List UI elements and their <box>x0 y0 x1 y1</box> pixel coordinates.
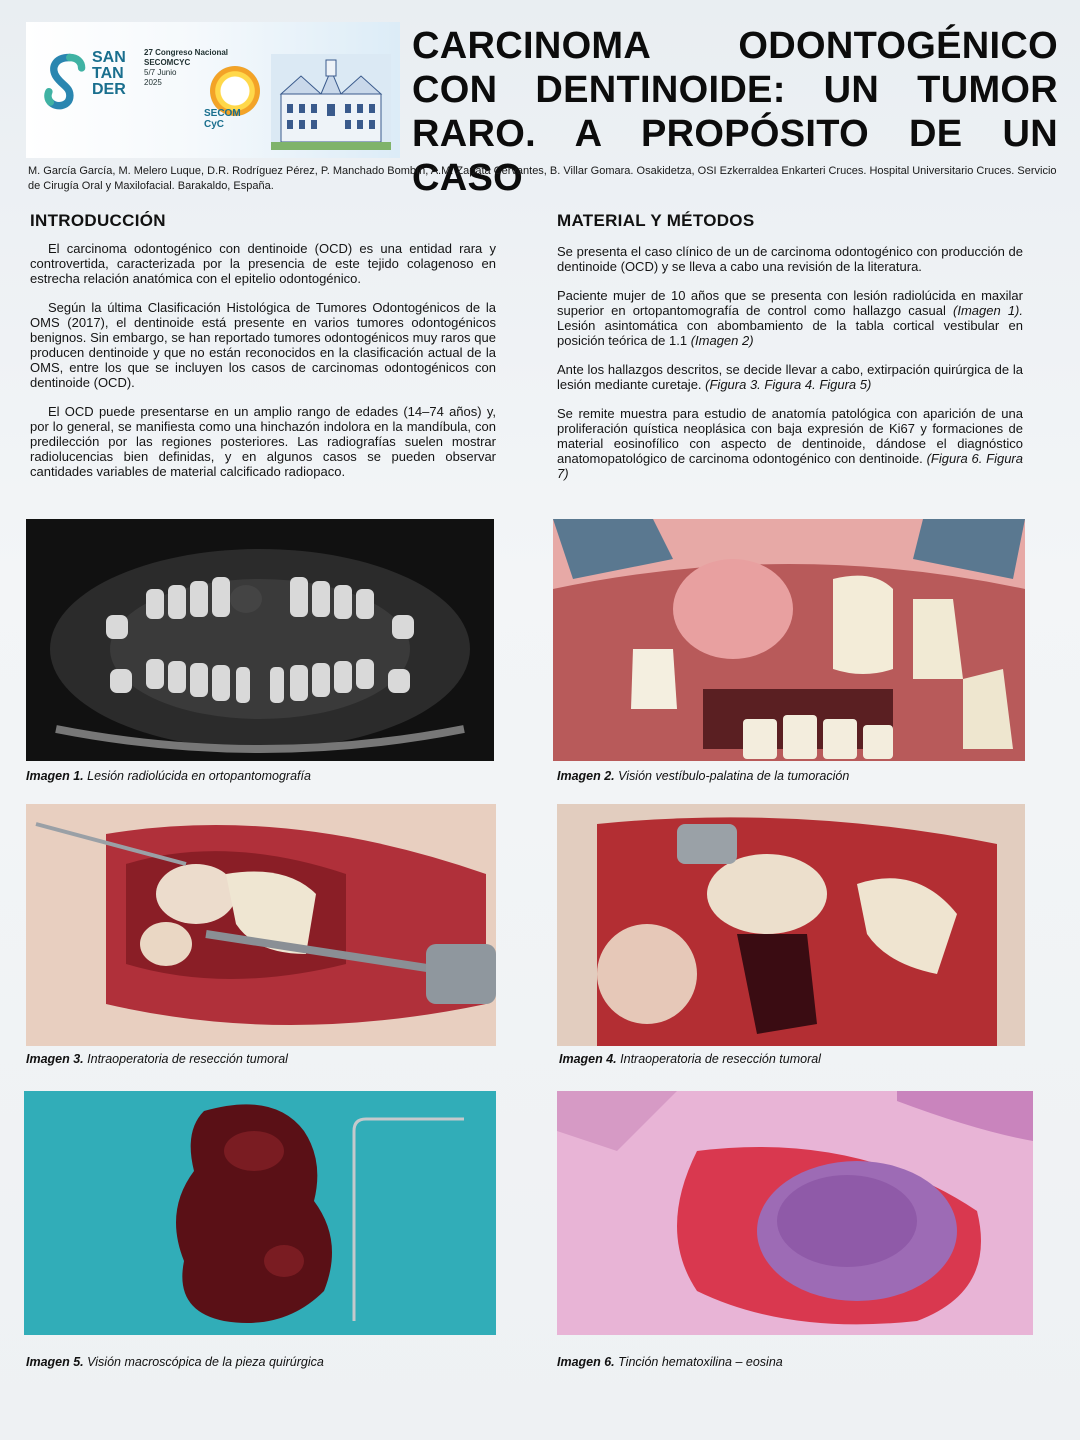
intro-heading: INTRODUCCIÓN <box>30 211 166 230</box>
author-list: M. García García, M. Melero Luque, D.R. Rodríguez Pérez, P. Manchado Bombín, A.M. Zapata Cervantes, B. Villar Gomara. Osakidetza, OSI Ezkerraldea Enkarteri Cruces. Hospital Universitario Cruces. Servicio de Cirugía Oral y Maxilofacial. Barakaldo, España. <box>28 165 1057 192</box>
intro-paragraph: El carcinoma odontogénico con dentinoide (OCD) es una entidad rara y controvertida, caracterizada por la presencia de este tejido colagenoso en estrecha relación anatómica con el epitelio odontogénico. <box>30 241 496 286</box>
histology-photo-icon <box>557 1091 1033 1335</box>
intraoral-photo-icon <box>553 519 1025 761</box>
figure-1-caption: Imagen 1. Lesión radiolúcida en ortopantomografía <box>26 769 311 783</box>
congress-banner <box>26 22 400 158</box>
figure-3-caption: Imagen 3. Intraoperatoria de resección tumoral <box>26 1052 288 1066</box>
surgery-photo-icon <box>26 804 496 1046</box>
santander-logo-text: SAN TAN DER <box>92 49 126 98</box>
figure-5-specimen <box>24 1091 496 1335</box>
figure-3-intraoperative <box>26 804 496 1046</box>
secomcyc-badge-text: SECOM CyC <box>204 108 241 130</box>
methods-paragraph: Ante los hallazgos descritos, se decide llevar a cabo, extirpación quirúrgica de la lesión mediante curetaje. (Figura 3. Figura 4. Figura 5) <box>557 362 1023 392</box>
intro-paragraph: El OCD puede presentarse en un amplio rango de edades (14–74 años) y, por lo general, se manifiesta como una hinchazón indolora en la mandíbula, con predilección por las regiones posteriores. Las radiografías suelen mostrar radiolucencias bien definidas, y en algunos casos se pueden observar cantidades variables de material calcificado radiopaco. <box>30 404 496 479</box>
figure-1-xray <box>26 519 494 761</box>
methods-heading: MATERIAL Y MÉTODOS <box>557 211 755 230</box>
panoramic-xray-icon <box>26 519 494 761</box>
congress-info: 27 Congreso Nacional SECOMCYC 5/7 Junio 2025 <box>144 48 229 87</box>
surgery-photo-icon <box>557 804 1025 1046</box>
methods-paragraph: Paciente mujer de 10 años que se presenta con lesión radiolúcida en maxilar superior en ortopantomografía de control como hallazgo casual (Imagen 1). Lesión asintomática con abombamiento de la tabla cortical vestibular en posición teórica de 1.1 (Imagen 2) <box>557 288 1023 348</box>
methods-body <box>557 244 1023 495</box>
methods-paragraph: Se presenta el caso clínico de un de carcinoma odontogénico con producción de dentinoide (OCD) y se lleva a cabo una revisión de la literatura. <box>557 244 1023 274</box>
figure-2-caption: Imagen 2. Visión vestíbulo-palatina de la tumoración <box>557 769 850 783</box>
poster-title: CARCINOMA ODONTOGÉNICO CON DENTINOIDE: UN TUMOR RARO. A PROPÓSITO DE UN CASO <box>412 25 1058 199</box>
intro-body <box>30 241 496 493</box>
methods-paragraph: Se remite muestra para estudio de anatomía patológica con aparición de una proliferación quística neoplásica con baja expresión de Ki67 y formaciones de material eosinofílico con aspecto de dentinoide, dándose el diagnóstico anatomopatológico de carcinoma odontogénico con dentinoide. (Figura 6. Figura 7) <box>557 406 1023 481</box>
figure-4-intraoperative <box>557 804 1025 1046</box>
figure-5-caption: Imagen 5. Visión macroscópica de la pieza quirúrgica <box>26 1355 324 1369</box>
palace-illustration-icon <box>271 54 391 150</box>
figure-6-caption: Imagen 6. Tinción hematoxilina – eosina <box>557 1355 783 1369</box>
figure-4-caption: Imagen 4. Intraoperatoria de resección tumoral <box>559 1052 821 1066</box>
figure-2-intraoral <box>553 519 1025 761</box>
secomcyc-s-logo-icon <box>40 40 92 130</box>
figure-6-histology <box>557 1091 1033 1335</box>
intro-paragraph: Según la última Clasificación Histológica de Tumores Odontogénicos de la OMS (2017), el dentinoide está presente en varios tumores odontogénicos benignos. Sin embargo, se han reportado tumores odontogénicos muy raros que producen dentinoide y que no están reconocidos en la clasificación actual de la OMS, entre los que se incluyen los casos de carcinomas odontogénicos con dentinoide (OCD). <box>30 300 496 390</box>
specimen-photo-icon <box>24 1091 496 1335</box>
